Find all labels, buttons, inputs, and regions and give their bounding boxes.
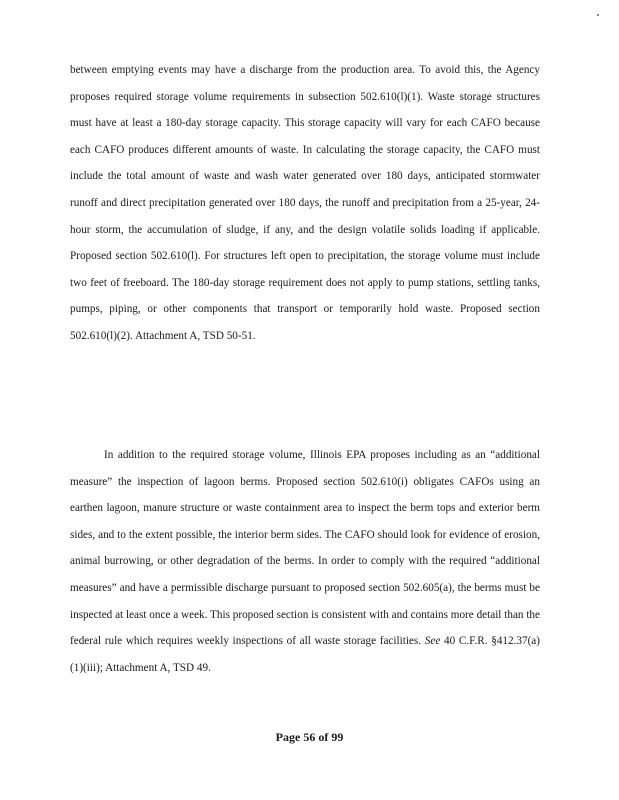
citation-signal: See (424, 635, 441, 648)
scan-speck (597, 14, 599, 16)
body-paragraph-1: between emptying events may have a discharge from the production area. To avoid this, the Agency proposes required storage volume requirements in subsection 502.610(l)(1). Waste storage structures must have at least a 180-day storage capacity. This storage capacity will vary for each CAFO because each CAFO produces different amounts of waste. In calculating the storage capacity, the CAFO must include the total amount of waste and wash water generated over 180 days, anticipated stormwater runoff and direct precipitation generated over 180 days, the runoff and precipitation from a 25-year, 24-hour storm, the accumulation of sludge, if any, and the design volatile solids loading if applicable. Proposed section 502.610(l). For structures left open to precipitation, the storage volume must include two feet of freeboard. The 180-day storage requirement does not apply to pump stations, settling tanks, pumps, piping, or other components that transport or temporarily hold waste. Proposed section 502.610(l)(2). Attachment A, TSD 50-51. (70, 64, 540, 342)
paragraph-2-citation: 40 C.F.R. §412.37(a)(1)(iii); Attachment A, TSD 49. (70, 635, 541, 674)
body-paragraph-2 (70, 442, 540, 681)
paragraph-2-text: In addition to the required storage volume, Illinois EPA proposes including as an “additional measure” the inspection of lagoon berms. Proposed section 502.610(i) obligates CAFOs using an earthen lagoon, manure structure or waste containment area to inspect the berm tops and exterior berm sides, and to the extent possible, the interior berm sides. The CAFO should look for evidence of erosion, animal burrowing, or other degradation of the berms. In order to comply with the required “additional measures” and have a permissible discharge pursuant to proposed section 502.605(a), the berms must be inspected at least once a week. This proposed section is consistent with and contains more detail than the federal rule which requires weekly inspections of all waste storage facilities. (70, 449, 540, 648)
page-number: Page 56 of 99 (275, 730, 344, 744)
